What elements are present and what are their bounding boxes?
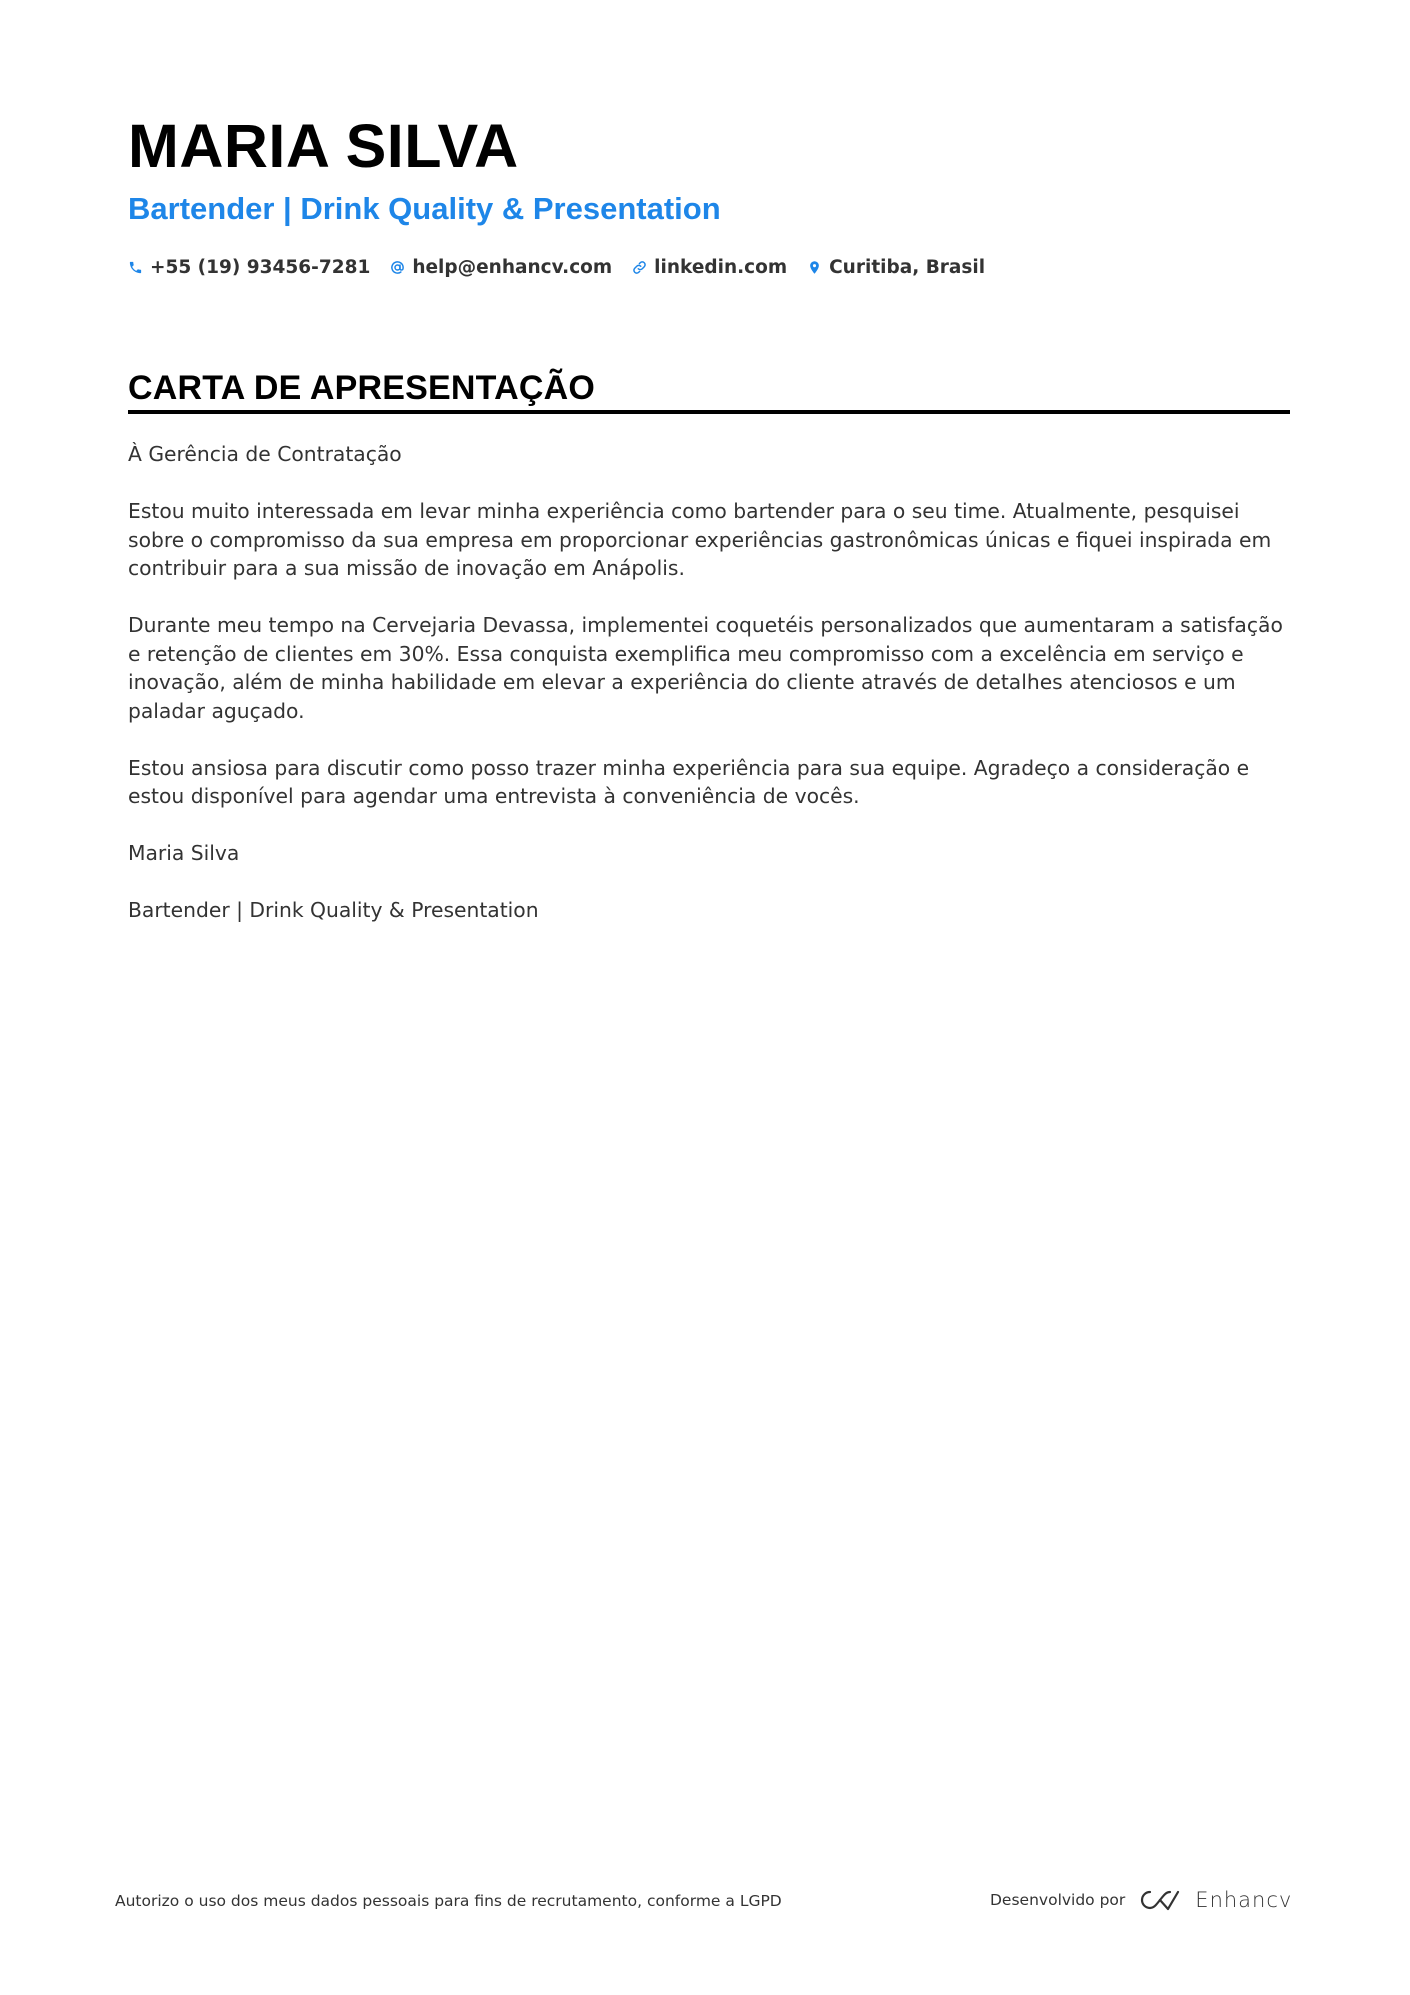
letter-paragraph: Estou muito interessada em levar minha experiência como bartender para o seu time. Atualmente, pesquisei sobre o compromisso da sua empresa em proporcionar experiências gastronômicas únicas e fiquei inspirada em contribuir para a sua missão de inovação em Anápolis. (128, 499, 1272, 580)
location-pin-icon (807, 260, 822, 275)
contact-phone (128, 257, 370, 278)
enhancv-brand: Enhancv (1195, 1888, 1293, 1912)
phone-icon (128, 260, 143, 275)
cover-letter-page (128, 110, 1290, 922)
enhancv-logo-icon (1137, 1887, 1183, 1913)
contact-info (128, 252, 1290, 282)
letter-body (128, 440, 1290, 953)
at-icon (390, 260, 405, 275)
powered-by-label: Desenvolvido por (990, 1891, 1126, 1909)
letter-salutation: À Gerência de Contratação (128, 442, 402, 466)
signature-name: Maria Silva (128, 841, 240, 865)
letter-paragraph: Durante meu tempo na Cervejaria Devassa, implementei coquetéis personalizados que aumentaram a satisfação e retenção de clientes em 30%. Essa conquista exemplifica meu compromisso com a excelência em serviço e inovação, além de minha habilidade em elevar a experiência do cliente através de detalhes atenciosos e um paladar aguçado. (128, 613, 1283, 723)
candidate-headline: Bartender | Drink Quality & Presentation (128, 191, 721, 226)
contact-linkedin[interactable] (632, 257, 787, 278)
phone-text: +55 (19) 93456-7281 (150, 256, 371, 278)
contact-location (807, 257, 985, 278)
section-divider (128, 410, 1290, 414)
signature-title: Bartender | Drink Quality & Presentation (128, 898, 539, 922)
contact-email[interactable] (390, 257, 612, 278)
location-text: Curitiba, Brasil (829, 256, 986, 278)
candidate-name: MARIA SILVA (128, 112, 519, 180)
section-title: CARTA DE APRESENTAÇÃO (128, 369, 595, 407)
letter-paragraph: Estou ansiosa para discutir como posso trazer minha experiência para sua equipe. Agradeço a consideração e estou disponível para agendar uma entrevista à conveniência de vocês. (128, 755, 1250, 808)
email-text: help@enhancv.com (412, 256, 613, 278)
linkedin-text: linkedin.com (654, 256, 788, 278)
consent-notice: Autorizo o uso dos meus dados pessoais para fins de recrutamento, conforme a LGPD (115, 1892, 782, 1910)
powered-by[interactable] (990, 1882, 1292, 1918)
link-icon (632, 260, 647, 275)
